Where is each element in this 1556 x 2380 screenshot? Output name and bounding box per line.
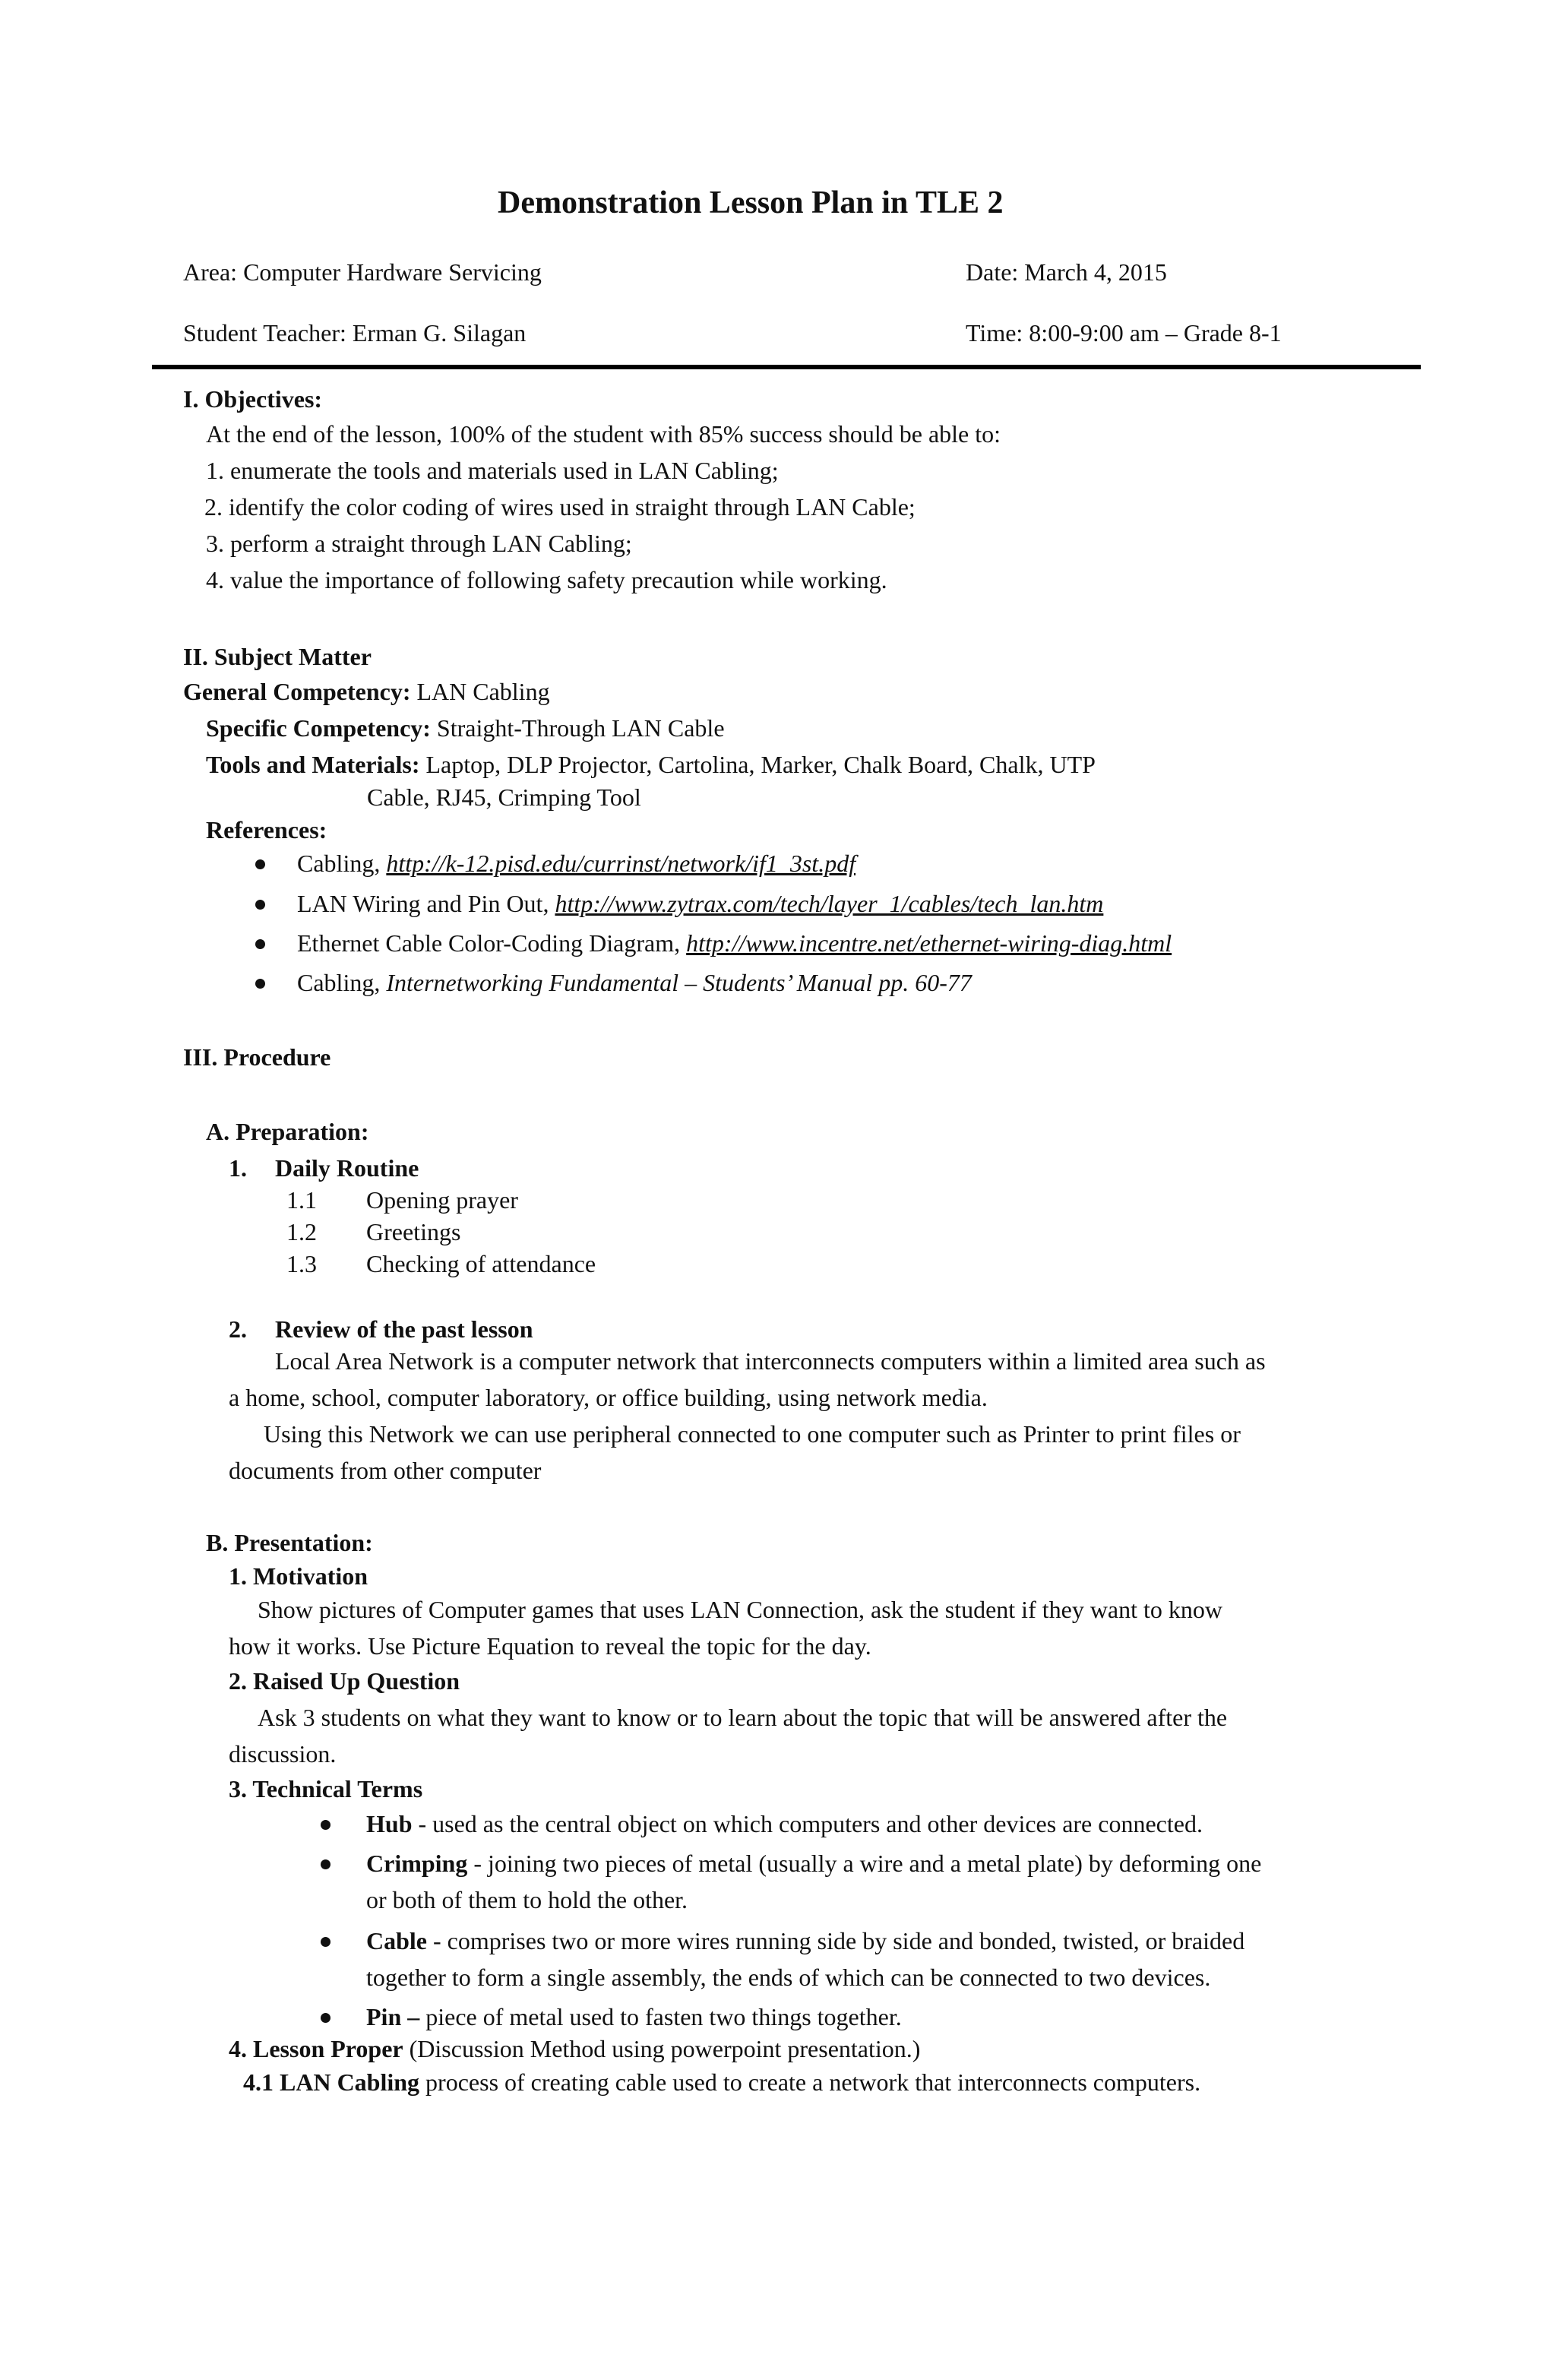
general-competency-label: General Competency: <box>183 678 411 705</box>
procedure-heading: III. Procedure <box>183 1043 331 1071</box>
bullet-icon <box>255 979 265 989</box>
review-paragraph: Using this Network we can use peripheral connected to one computer such as Printer to print files or <box>264 1420 1241 1448</box>
tools-materials <box>206 751 1096 779</box>
term-name: Pin – <box>366 2003 420 2030</box>
reference-text: LAN Wiring and Pin Out, <box>297 890 555 917</box>
reference-text: Ethernet Cable Color-Coding Diagram, <box>297 929 687 957</box>
routine-item: Opening prayer <box>366 1186 518 1214</box>
reference-link[interactable]: http://www.incentre.net/ethernet-wiring-diag.html <box>686 929 1172 957</box>
term-name: Hub <box>366 1810 413 1837</box>
term-definition: - joining two pieces of metal (usually a wire and a metal plate) by deforming one <box>467 1850 1262 1877</box>
specific-competency-value: Straight-Through LAN Cable <box>430 714 725 742</box>
review-paragraph: Local Area Network is a computer network that interconnects computers within a limited area such as <box>275 1347 1266 1375</box>
area-field: Area: Computer Hardware Servicing <box>183 258 542 286</box>
reference-text: Cabling, <box>297 850 387 877</box>
lan-cabling <box>243 2068 1200 2097</box>
bullet-icon <box>321 1937 330 1947</box>
objective-item: 1. enumerate the tools and materials used in LAN Cabling; <box>206 457 779 484</box>
presentation-heading: B. Presentation: <box>206 1529 373 1556</box>
objective-item: 3. perform a straight through LAN Cabling; <box>206 530 632 557</box>
reference-link[interactable]: http://www.zytrax.com/tech/layer_1/cables/tech_lan.htm <box>555 890 1104 917</box>
lan-cabling-label: 4.1 LAN Cabling <box>243 2068 420 2096</box>
time-field: Time: 8:00-9:00 am – Grade 8-1 <box>966 319 1282 347</box>
reference-link[interactable]: http://k-12.pisd.edu/currinst/network/if1_3st.pdf <box>386 850 856 877</box>
preparation-heading: A. Preparation: <box>206 1118 369 1145</box>
routine-num: 1.2 <box>286 1218 317 1245</box>
term-name: Cable <box>366 1927 427 1954</box>
bullet-icon <box>255 939 265 949</box>
review-paragraph: documents from other computer <box>229 1457 542 1484</box>
term-definition: or both of them to hold the other. <box>366 1886 688 1913</box>
term-definition: - used as the central object on which computers and other devices are connected. <box>412 1810 1203 1837</box>
term-item <box>366 1850 1261 1878</box>
teacher-field: Student Teacher: Erman G. Silagan <box>183 319 527 347</box>
term-definition: together to form a single assembly, the ends of which can be connected to two devices. <box>366 1964 1211 1991</box>
raised-question-text: Ask 3 students on what they want to know or to learn about the topic that will be answered after the <box>258 1704 1228 1731</box>
motivation-heading: 1. Motivation <box>229 1562 368 1590</box>
term-definition: - comprises two or more wires running side by side and bonded, twisted, or braided <box>427 1927 1245 1954</box>
page-title: Demonstration Lesson Plan in TLE 2 <box>498 185 1004 220</box>
reference-item <box>297 969 972 997</box>
lesson-proper-value: (Discussion Method using powerpoint presentation.) <box>403 2035 921 2062</box>
objective-item: 2. identify the color coding of wires used in straight through LAN Cable; <box>204 493 916 521</box>
term-item <box>366 1927 1244 1955</box>
general-competency-value: LAN Cabling <box>410 678 550 705</box>
reference-item <box>297 890 1103 918</box>
routine-item: Checking of attendance <box>366 1250 596 1277</box>
objective-item: 4. value the importance of following safety precaution while working. <box>206 566 887 593</box>
motivation-text: how it works. Use Picture Equation to reveal the topic for the day. <box>229 1632 871 1660</box>
review-label: Review of the past lesson <box>275 1315 533 1343</box>
motivation-text: Show pictures of Computer games that uses LAN Connection, ask the student if they want to know <box>258 1596 1223 1623</box>
lesson-proper-label: 4. Lesson Proper <box>229 2035 403 2062</box>
routine-num: 1.3 <box>286 1250 317 1277</box>
term-definition: piece of metal used to fasten two things together. <box>419 2003 902 2030</box>
routine-num: 1.1 <box>286 1186 317 1214</box>
review-num: 2. <box>229 1315 247 1343</box>
tools-materials-label: Tools and Materials: <box>206 751 420 778</box>
subject-heading: II. Subject Matter <box>183 643 372 670</box>
specific-competency <box>206 714 725 742</box>
review-paragraph: a home, school, computer laboratory, or office building, using network media. <box>229 1384 988 1411</box>
bullet-icon <box>321 2013 330 2023</box>
raised-question-heading: 2. Raised Up Question <box>229 1667 460 1695</box>
specific-competency-label: Specific Competency: <box>206 714 431 742</box>
lan-cabling-value: process of creating cable used to create a network that interconnects computers. <box>419 2068 1201 2096</box>
tools-materials-value: Laptop, DLP Projector, Cartolina, Marker, Chalk Board, Chalk, UTP <box>419 751 1096 778</box>
bullet-icon <box>321 1820 330 1830</box>
reference-text: Cabling, <box>297 969 387 996</box>
lesson-proper <box>229 2035 920 2063</box>
daily-routine-label: Daily Routine <box>275 1154 419 1182</box>
general-competency <box>183 678 550 706</box>
routine-item: Greetings <box>366 1218 461 1245</box>
objectives-heading: I. Objectives: <box>183 385 323 413</box>
reference-book: Internetworking Fundamental – Students’ Manual pp. 60-77 <box>386 969 972 996</box>
tools-materials-continued: Cable, RJ45, Crimping Tool <box>367 783 641 811</box>
raised-question-text: discussion. <box>229 1740 337 1768</box>
bullet-icon <box>255 859 265 869</box>
date-field: Date: March 4, 2015 <box>966 258 1167 286</box>
header-divider <box>152 365 1421 369</box>
reference-item <box>297 850 855 878</box>
term-item <box>366 2003 902 2031</box>
bullet-icon <box>255 900 265 910</box>
term-name: Crimping <box>366 1850 468 1877</box>
bullet-icon <box>321 1859 330 1869</box>
references-heading: References: <box>206 816 327 843</box>
daily-routine-num: 1. <box>229 1154 247 1182</box>
term-item <box>366 1810 1203 1838</box>
technical-terms-heading: 3. Technical Terms <box>229 1775 423 1802</box>
objectives-intro: At the end of the lesson, 100% of the student with 85% success should be able to: <box>206 420 1001 448</box>
reference-item <box>297 929 1172 957</box>
